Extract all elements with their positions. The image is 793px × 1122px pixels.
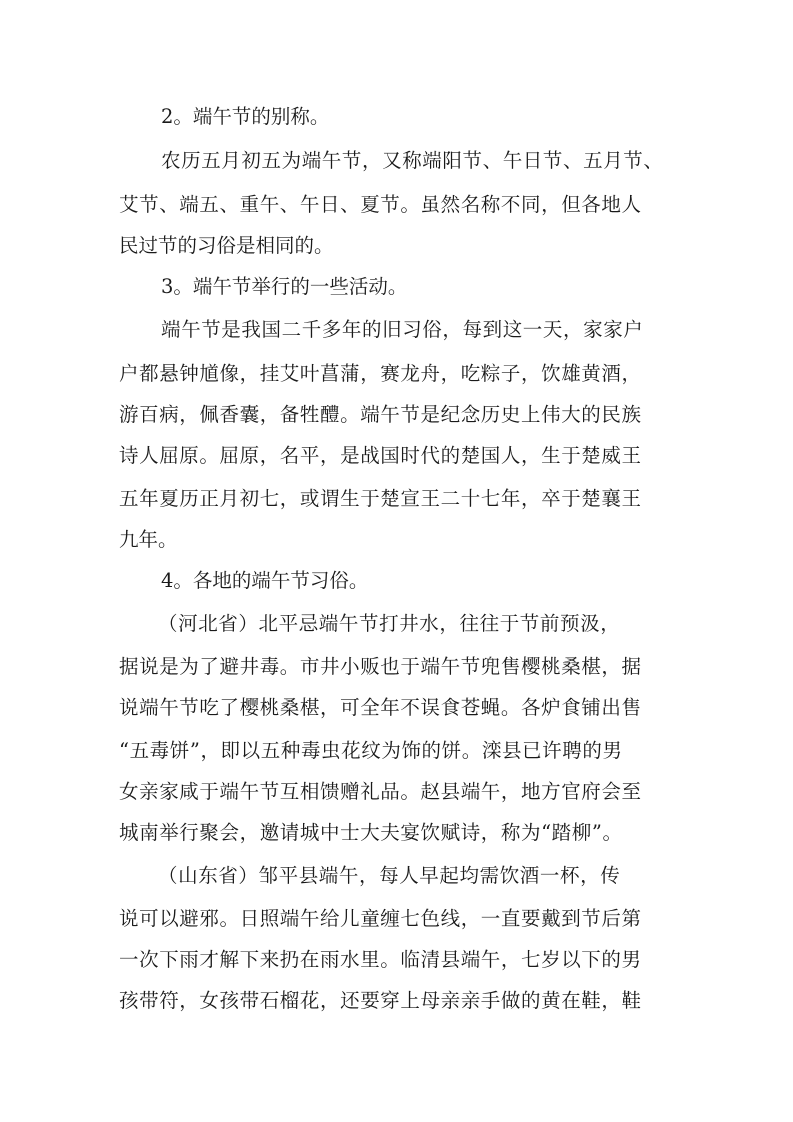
- paragraph-line: [0, 736, 793, 766]
- paragraph-line: [0, 609, 793, 639]
- paragraph-line-text: 孩带符，女孩带石榴花，还要穿上母亲亲手做的黄在鞋，鞋: [119, 989, 642, 1012]
- section-heading-text: 4。各地的端午节习俗。: [161, 569, 369, 592]
- paragraph-line-text: 女亲家咸于端午节互相馈赠礼品。赵县端午，地方官府会至: [119, 780, 642, 803]
- paragraph-line-text: 一次下雨才解下来扔在雨水里。临清县端午，七岁以下的男: [119, 948, 642, 971]
- paragraph-line: [0, 315, 793, 345]
- paragraph-line-text: 说可以避邪。日照端午给儿童缠七色线，一直要戴到节后第: [119, 907, 642, 930]
- paragraph-line: [0, 400, 793, 430]
- section-heading: [0, 102, 793, 132]
- paragraph-line: [0, 818, 793, 848]
- paragraph-line: [0, 652, 793, 682]
- paragraph-line-text: 农历五月初五为端午节，又称端阳节、午日节、五月节、: [161, 149, 664, 172]
- paragraph-line: [0, 693, 793, 723]
- paragraph-line: [0, 359, 793, 389]
- paragraph-line: [0, 904, 793, 934]
- paragraph-line-text: 五年夏历正月初七，或谓生于楚宣王二十七年，卒于楚襄王: [119, 487, 642, 510]
- section-heading-text: 3。端午节举行的一些活动。: [161, 275, 408, 298]
- paragraph-line: [0, 525, 793, 555]
- paragraph-line-text: 据说是为了避井毒。市井小贩也于端午节兜售樱桃桑椹，据: [119, 655, 642, 678]
- paragraph-line-text: （山东省）邹平县端午，每人早起均需饮酒一杯，传: [158, 864, 621, 887]
- paragraph-line: [0, 861, 793, 891]
- paragraph-line-text: 诗人屈原。屈原，名平，是战国时代的楚国人，生于楚威王: [119, 444, 642, 467]
- section-heading: [0, 272, 793, 302]
- paragraph-line: [0, 945, 793, 975]
- paragraph-line: [0, 484, 793, 514]
- paragraph-line: [0, 146, 793, 176]
- paragraph-line-text: “五毒饼”，即以五种毒虫花纹为饰的饼。滦县已许聘的男: [119, 739, 623, 762]
- section-heading: [0, 566, 793, 596]
- paragraph-line: [0, 190, 793, 220]
- paragraph-line-text: 艾节、端五、重午、午日、夏节。虽然名称不同，但各地人: [119, 193, 642, 216]
- paragraph-line-text: 九年。: [119, 528, 178, 551]
- paragraph-line-text: 端午节是我国二千多年的旧习俗，每到这一天，家家户: [161, 318, 644, 341]
- paragraph-line: [0, 777, 793, 807]
- paragraph-line-text: 城南举行聚会，邀请城中士大夫宴饮赋诗，称为“踏柳”。: [119, 821, 623, 844]
- paragraph-line-text: 民过节的习俗是相同的。: [119, 234, 334, 257]
- paragraph-line-text: 游百病，佩香囊，备牲醴。端午节是纪念历史上伟大的民族: [119, 403, 642, 426]
- paragraph-line-text: （河北省）北平忌端午节打井水，往往于节前预汲，: [158, 612, 621, 635]
- paragraph-line: [0, 986, 793, 1016]
- paragraph-line-text: 户都悬钟馗像，挂艾叶菖蒲，赛龙舟，吃粽子，饮雄黄酒，: [119, 362, 642, 385]
- paragraph-line-text: 说端午节吃了樱桃桑椹，可全年不误食苍蝇。各炉食铺出售: [119, 696, 642, 719]
- paragraph-line: [0, 441, 793, 471]
- paragraph-line: [0, 231, 793, 261]
- section-heading-text: 2。端午节的别称。: [161, 105, 330, 128]
